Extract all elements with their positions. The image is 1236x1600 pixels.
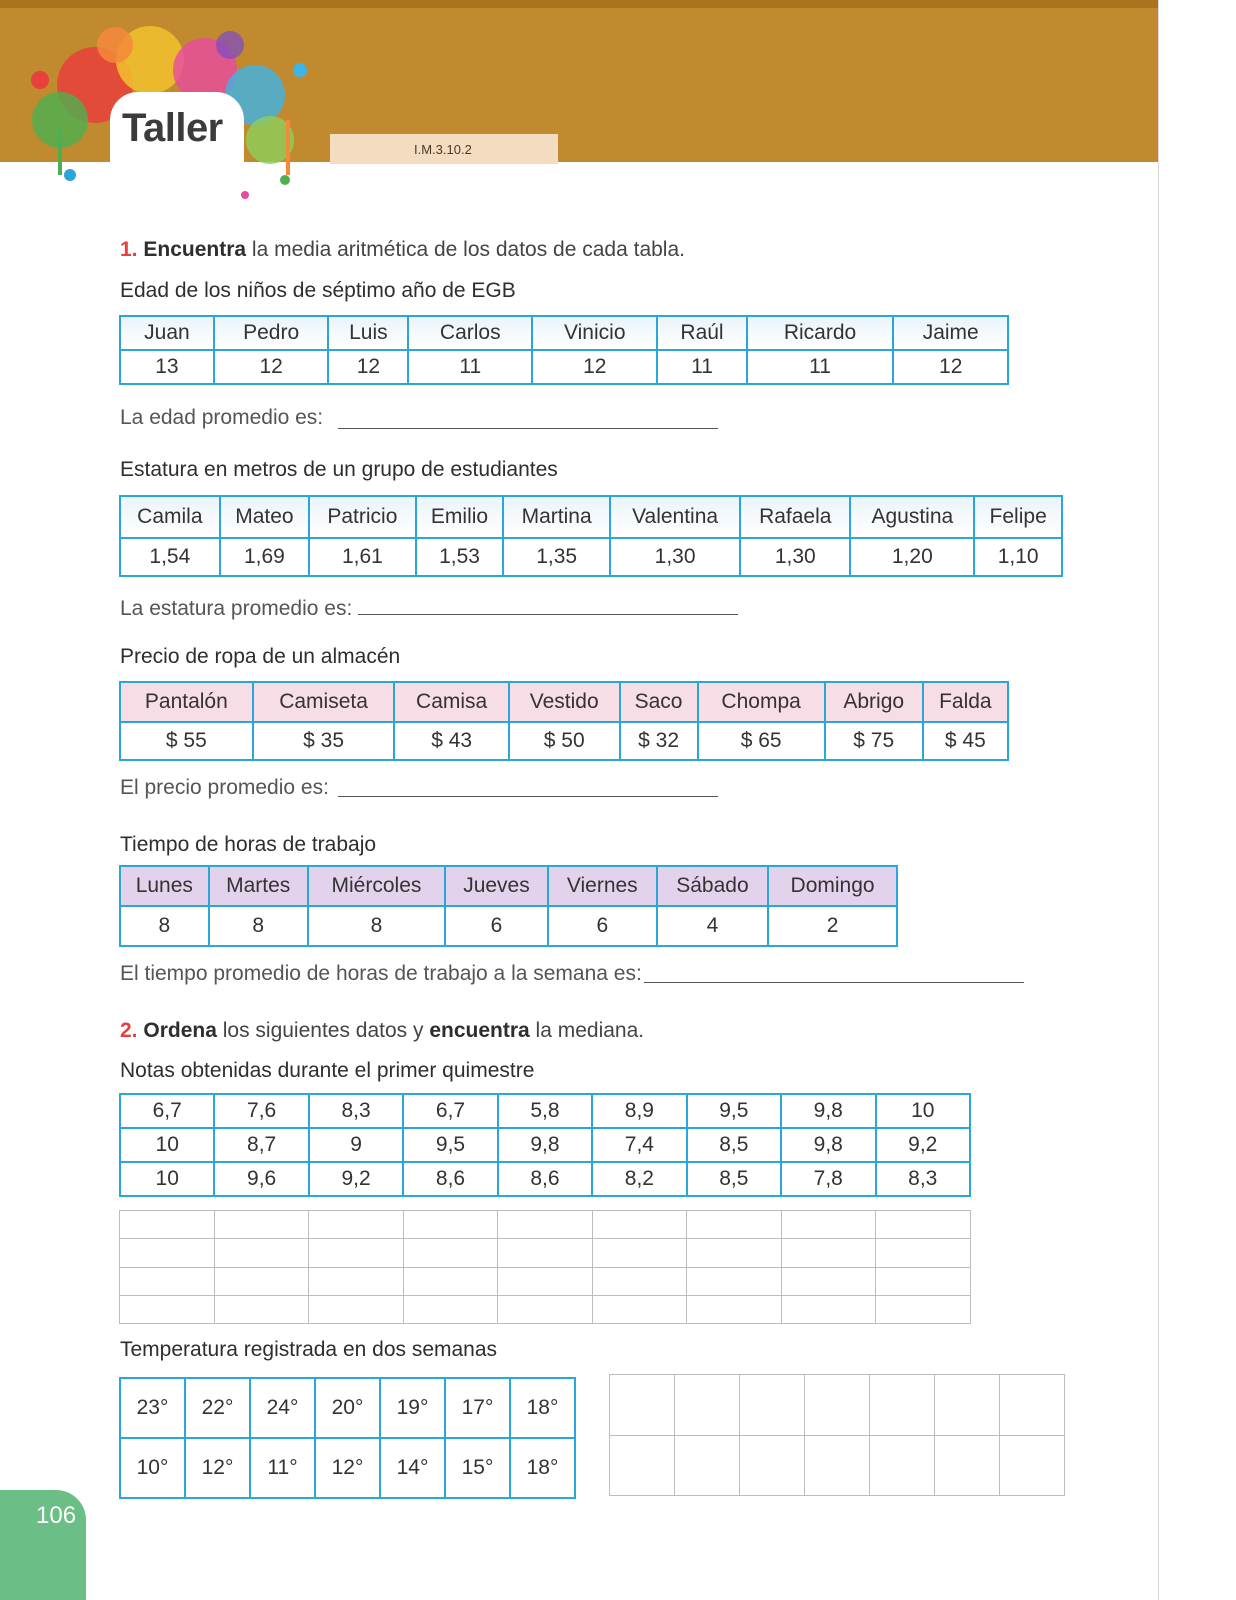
table-grades bbox=[119, 1093, 971, 1197]
table-grades-cell: 7,6 bbox=[214, 1094, 308, 1128]
table-grades-cell: 8,2 bbox=[592, 1162, 686, 1196]
table-hours-cell: 6 bbox=[548, 906, 657, 946]
table-height-cell: 1,69 bbox=[220, 538, 309, 576]
table-grades-cell: 9 bbox=[309, 1128, 403, 1162]
table-age-cell: 12 bbox=[532, 350, 657, 384]
question-1-verb: Encuentra bbox=[143, 238, 247, 261]
table-height-cell: 1,54 bbox=[120, 538, 220, 576]
table-grades-cell: 8,6 bbox=[498, 1162, 592, 1196]
page-number: 106 bbox=[36, 1502, 77, 1529]
table-price-cell: $ 65 bbox=[698, 722, 825, 760]
table-temp-cell: 19° bbox=[380, 1378, 445, 1438]
table-age-header: Juan bbox=[120, 316, 214, 350]
table-age-cell: 11 bbox=[747, 350, 894, 384]
question-2-number: 2. bbox=[120, 1019, 138, 1042]
table-price-header: Pantalón bbox=[120, 682, 253, 722]
table-grades-cell: 8,9 bbox=[592, 1094, 686, 1128]
table-grades-cell: 9,6 bbox=[214, 1162, 308, 1196]
answer-label-price: El precio promedio es: bbox=[120, 776, 329, 799]
table-price-cell: $ 55 bbox=[120, 722, 253, 760]
temp-answer-grid[interactable] bbox=[609, 1374, 1065, 1496]
table-height-header: Martina bbox=[503, 496, 610, 538]
table-grades-cell: 7,8 bbox=[781, 1162, 875, 1196]
table-age-header: Carlos bbox=[408, 316, 532, 350]
table-height-header: Camila bbox=[120, 496, 220, 538]
table-age-cell: 13 bbox=[120, 350, 214, 384]
table-temp-cell: 22° bbox=[185, 1378, 250, 1438]
table-temp-title: Temperatura registrada en dos semanas bbox=[120, 1338, 498, 1361]
page-number-tab bbox=[0, 1490, 86, 1600]
table-height-cell: 1,53 bbox=[416, 538, 504, 576]
page-right-edge bbox=[1158, 0, 1236, 1600]
table-price-cell: $ 50 bbox=[509, 722, 620, 760]
answer-label-age: La edad promedio es: bbox=[120, 406, 324, 429]
table-temp-cell: 20° bbox=[315, 1378, 380, 1438]
table-height-header: Patricio bbox=[309, 496, 416, 538]
table-hours-header: Martes bbox=[209, 866, 308, 906]
table-temp-cell: 10° bbox=[120, 1438, 185, 1498]
table-price-cell: $ 35 bbox=[253, 722, 395, 760]
table-price-header: Camisa bbox=[394, 682, 508, 722]
question-2-text: la mediana. bbox=[529, 1019, 645, 1042]
table-price-header: Vestido bbox=[509, 682, 620, 722]
table-grades-cell: 9,8 bbox=[498, 1128, 592, 1162]
table-height-header: Felipe bbox=[974, 496, 1062, 538]
table-hours-header: Jueves bbox=[445, 866, 548, 906]
table-grades-cell: 9,5 bbox=[403, 1128, 497, 1162]
table-grades-cell: 8,7 bbox=[214, 1128, 308, 1162]
table-price-header: Chompa bbox=[698, 682, 825, 722]
table-price-header: Falda bbox=[923, 682, 1008, 722]
table-grades-cell: 10 bbox=[120, 1162, 214, 1196]
question-2-text-mid: los siguientes datos y bbox=[216, 1019, 430, 1042]
table-grades-cell: 8,6 bbox=[403, 1162, 497, 1196]
table-height-cell: 1,10 bbox=[974, 538, 1062, 576]
table-grades-cell: 8,5 bbox=[687, 1162, 781, 1196]
table-hours-cell: 8 bbox=[209, 906, 308, 946]
table-age-header: Ricardo bbox=[747, 316, 894, 350]
table-price-cell: $ 43 bbox=[394, 722, 508, 760]
answer-line-height[interactable] bbox=[358, 614, 738, 615]
table-temp-cell: 24° bbox=[250, 1378, 315, 1438]
table-hours-cell: 2 bbox=[768, 906, 897, 946]
table-height-header: Rafaela bbox=[740, 496, 850, 538]
table-price-header: Camiseta bbox=[253, 682, 395, 722]
question-1 bbox=[120, 238, 685, 262]
table-grades-cell: 10 bbox=[876, 1094, 971, 1128]
table-height-title: Estatura en metros de un grupo de estudiantes bbox=[120, 458, 558, 481]
table-height-cell: 1,61 bbox=[309, 538, 416, 576]
table-height-cell: 1,20 bbox=[850, 538, 974, 576]
answer-label-hours: El tiempo promedio de horas de trabajo a la semana es: bbox=[120, 962, 642, 985]
section-title: Taller bbox=[122, 106, 223, 150]
table-grades-cell: 9,8 bbox=[781, 1094, 875, 1128]
table-grades-cell: 9,8 bbox=[781, 1128, 875, 1162]
table-hours-title: Tiempo de horas de trabajo bbox=[120, 833, 377, 856]
table-price bbox=[119, 681, 1009, 761]
table-height-header: Emilio bbox=[416, 496, 504, 538]
table-hours-cell: 8 bbox=[120, 906, 209, 946]
question-1-text: la media aritmética de los datos de cada tabla. bbox=[246, 238, 685, 261]
table-grades-cell: 8,5 bbox=[687, 1128, 781, 1162]
table-grades-cell: 5,8 bbox=[498, 1094, 592, 1128]
table-height-cell: 1,30 bbox=[610, 538, 740, 576]
table-hours-header: Miércoles bbox=[308, 866, 445, 906]
table-grades-title: Notas obtenidas durante el primer quimestre bbox=[120, 1059, 535, 1082]
table-height-header: Valentina bbox=[610, 496, 740, 538]
table-price-header: Abrigo bbox=[825, 682, 923, 722]
table-price-cell: $ 45 bbox=[923, 722, 1008, 760]
table-grades-cell: 7,4 bbox=[592, 1128, 686, 1162]
table-hours-cell: 6 bbox=[445, 906, 548, 946]
indicator-code: I.M.3.10.2 bbox=[330, 134, 558, 164]
answer-line-hours[interactable] bbox=[644, 982, 1024, 983]
table-age-header: Jaime bbox=[893, 316, 1008, 350]
grades-answer-grid[interactable] bbox=[119, 1210, 971, 1324]
question-2 bbox=[120, 1019, 644, 1043]
table-height bbox=[119, 495, 1063, 577]
table-age-header: Luis bbox=[328, 316, 408, 350]
question-1-number: 1. bbox=[120, 238, 138, 261]
table-grades-cell: 6,7 bbox=[403, 1094, 497, 1128]
table-grades-cell: 9,2 bbox=[309, 1162, 403, 1196]
table-height-header: Agustina bbox=[850, 496, 974, 538]
table-grades-cell: 6,7 bbox=[120, 1094, 214, 1128]
table-age-cell: 12 bbox=[214, 350, 329, 384]
table-age-header: Vinicio bbox=[532, 316, 657, 350]
table-price-cell: $ 75 bbox=[825, 722, 923, 760]
table-age-cell: 11 bbox=[657, 350, 746, 384]
table-age bbox=[119, 315, 1009, 385]
table-grades-cell: 9,2 bbox=[876, 1128, 971, 1162]
question-2-verb-find: encuentra bbox=[429, 1019, 530, 1042]
table-age-header: Pedro bbox=[214, 316, 329, 350]
table-age-cell: 11 bbox=[408, 350, 532, 384]
table-height-cell: 1,35 bbox=[503, 538, 610, 576]
table-temp-cell: 15° bbox=[445, 1438, 510, 1498]
table-age-cell: 12 bbox=[328, 350, 408, 384]
table-hours-cell: 4 bbox=[657, 906, 768, 946]
table-grades-cell: 10 bbox=[120, 1128, 214, 1162]
table-hours-cell: 8 bbox=[308, 906, 445, 946]
table-grades-cell: 8,3 bbox=[876, 1162, 971, 1196]
answer-label-height: La estatura promedio es: bbox=[120, 597, 353, 620]
answer-line-age[interactable] bbox=[338, 428, 718, 429]
table-grades-cell: 8,3 bbox=[309, 1094, 403, 1128]
answer-line-price[interactable] bbox=[338, 796, 718, 797]
table-hours-header: Viernes bbox=[548, 866, 657, 906]
table-temp-cell: 18° bbox=[510, 1438, 575, 1498]
table-price-header: Saco bbox=[620, 682, 698, 722]
table-hours-header: Domingo bbox=[768, 866, 897, 906]
table-temp-cell: 14° bbox=[380, 1438, 445, 1498]
table-age-title: Edad de los niños de séptimo año de EGB bbox=[120, 279, 516, 302]
table-grades-cell: 9,5 bbox=[687, 1094, 781, 1128]
question-2-verb-order: Ordena bbox=[143, 1019, 217, 1042]
table-temp-cell: 12° bbox=[185, 1438, 250, 1498]
table-temp-cell: 17° bbox=[445, 1378, 510, 1438]
table-price-cell: $ 32 bbox=[620, 722, 698, 760]
table-hours bbox=[119, 865, 898, 947]
table-age-header: Raúl bbox=[657, 316, 746, 350]
table-temp-cell: 23° bbox=[120, 1378, 185, 1438]
table-temp-cell: 18° bbox=[510, 1378, 575, 1438]
table-temp bbox=[119, 1377, 576, 1499]
table-price-title: Precio de ropa de un almacén bbox=[120, 645, 401, 668]
table-hours-header: Lunes bbox=[120, 866, 209, 906]
table-temp-cell: 12° bbox=[315, 1438, 380, 1498]
table-height-header: Mateo bbox=[220, 496, 309, 538]
table-hours-header: Sábado bbox=[657, 866, 768, 906]
table-temp-cell: 11° bbox=[250, 1438, 315, 1498]
table-height-cell: 1,30 bbox=[740, 538, 850, 576]
table-age-cell: 12 bbox=[893, 350, 1008, 384]
